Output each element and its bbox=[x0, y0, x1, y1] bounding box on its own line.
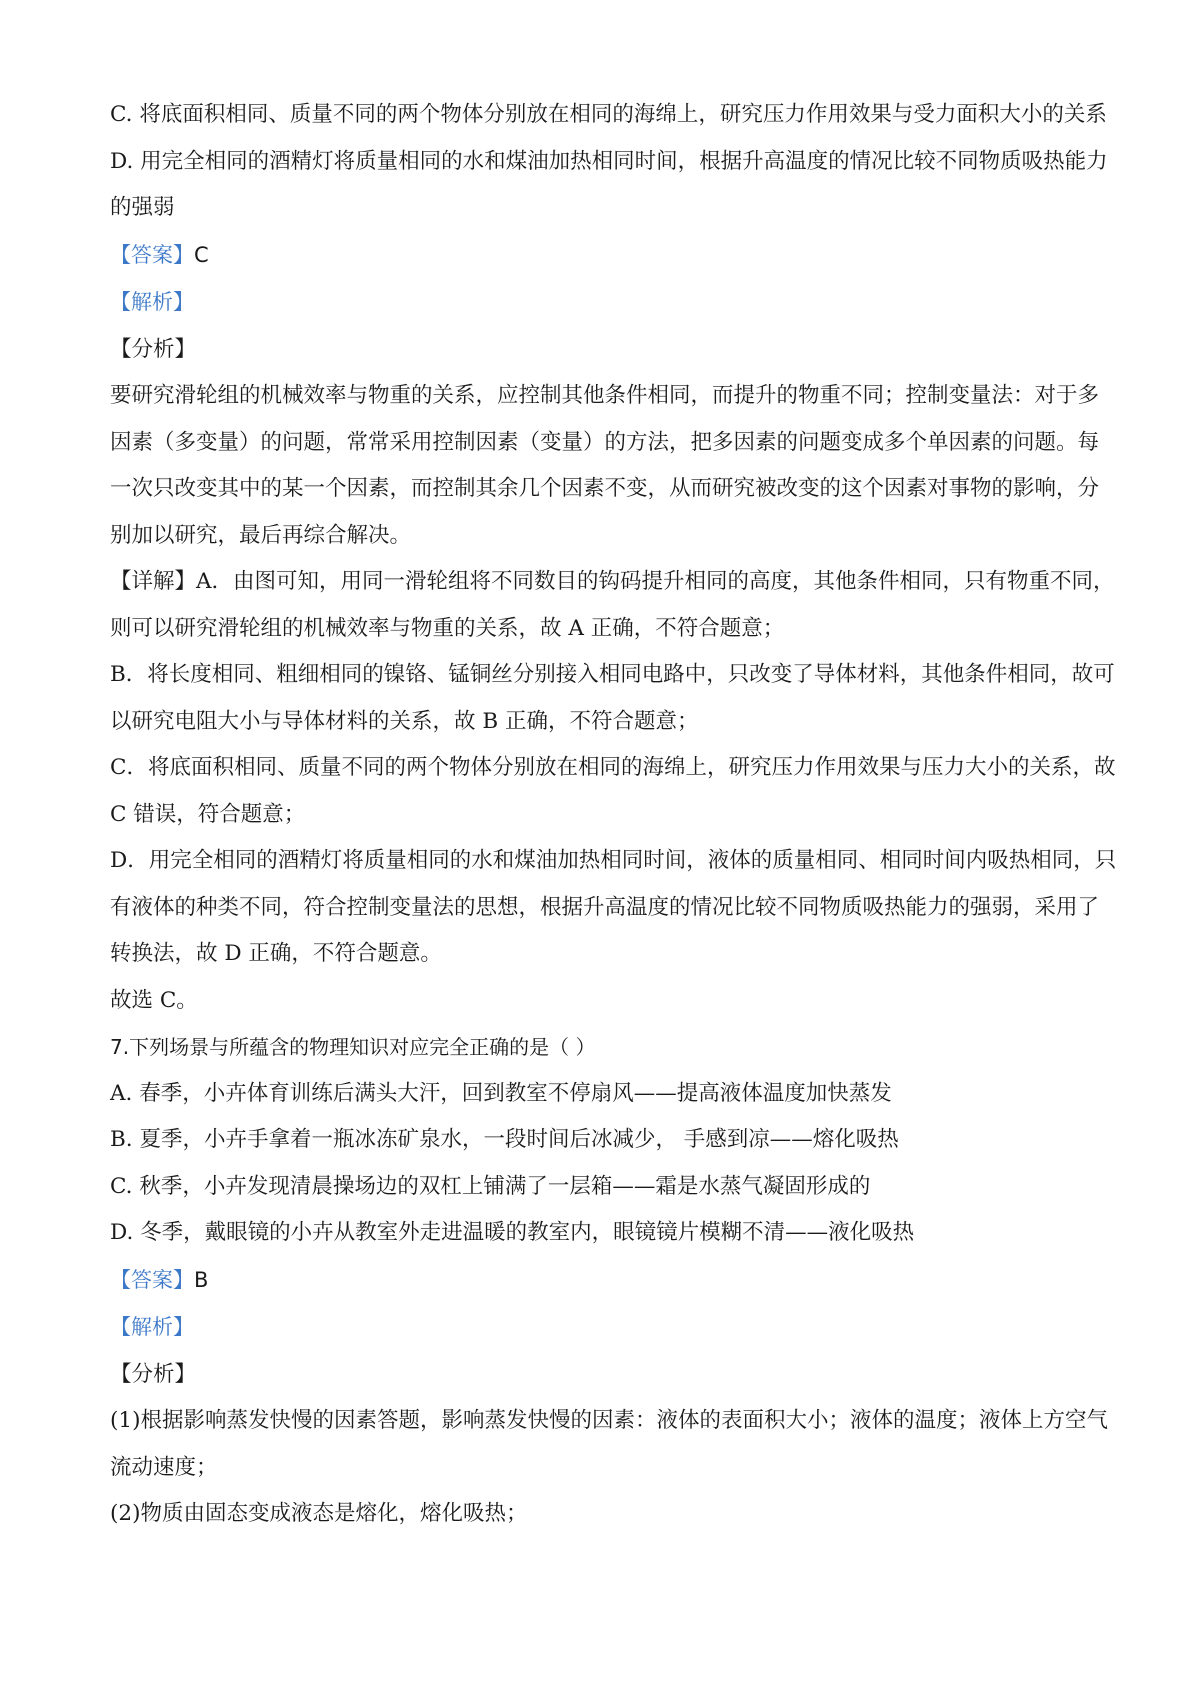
document-page bbox=[110, 92, 1117, 1538]
prev-detail-line: C 错误，符合题意； bbox=[110, 801, 306, 827]
question-7-option-a: A. 春季，小卉体育训练后满头大汗，回到教室不停扇风——提高液体温度加快蒸发 bbox=[110, 1080, 892, 1106]
prev-fenxi-line: 别加以研究，最后再综合解决。 bbox=[110, 522, 412, 548]
answer-tag: 【答案】 bbox=[110, 242, 194, 267]
prev-fenxi-line: 要研究滑轮组的机械效率与物重的关系，应控制其他条件相同，而提升的物重不同；控制变量法：对于多 bbox=[110, 383, 1100, 408]
answer-tag: 【答案】 bbox=[110, 1267, 194, 1292]
q7-fenxi-line: 流动速度； bbox=[110, 1454, 218, 1480]
prev-answer bbox=[110, 232, 1100, 280]
prev-detail-line: D．用完全相同的酒精灯将质量相同的水和煤油加热相同时间，液体的质量相同、相同时间内吸热相同，只 bbox=[110, 848, 1117, 873]
q7-fenxi-line: (1)根据影响蒸发快慢的因素答题，影响蒸发快慢的因素：液体的表面积大小；液体的温度；液体上方空气 bbox=[110, 1408, 1108, 1433]
prev-detail-line: B．将长度相同、粗细相同的镍铬、锰铜丝分别接入相同电路中，只改变了导体材料，其他条件相同，故可 bbox=[110, 662, 1115, 687]
q7-answer bbox=[110, 1257, 1100, 1305]
q7-fenxi-heading: 【分析】 bbox=[110, 1361, 197, 1387]
prev-fenxi-line: 因素（多变量）的问题，常常采用控制因素（变量）的方法，把多因素的问题变成多个单因素的问题。每 bbox=[110, 429, 1100, 455]
analysis-tag: 【解析】 bbox=[110, 1315, 194, 1339]
prev-fenxi-line: 一次只改变其中的某一个因素，而控制其余几个因素不变，从而研究被改变的这个因素对事物的影响，分 bbox=[110, 476, 1100, 501]
prev-fenxi-heading: 【分析】 bbox=[110, 336, 197, 362]
analysis-tag: 【解析】 bbox=[110, 290, 194, 314]
detail-text: A．由图可知，用同一滑轮组将不同数目的钩码提升相同的高度，其他条件相同，只有物重不同， bbox=[196, 569, 1115, 594]
question-7-option-b: B. 夏季，小卉手拿着一瓶冰冻矿泉水，一段时间后冰减少， 手感到凉——熔化吸热 bbox=[110, 1127, 899, 1152]
answer-value: B bbox=[194, 1267, 209, 1292]
prev-detail-line: 则可以研究滑轮组的机械效率与物重的关系，故 A 正确，不符合题意； bbox=[110, 615, 785, 641]
prev-detail-line bbox=[110, 559, 1115, 606]
prev-option-d-line-2: 的强弱 bbox=[110, 195, 175, 220]
detail-tag: 【详解】 bbox=[110, 569, 197, 594]
prev-detail-line: C．将底面积相同、质量不同的两个物体分别放在相同的海绵上，研究压力作用效果与压力大小的关系，故 bbox=[110, 755, 1116, 780]
q7-analysis bbox=[110, 1304, 1100, 1352]
question-7-option-c: C. 秋季，小卉发现清晨操场边的双杠上铺满了一层箱——霜是水蒸气凝固形成的 bbox=[110, 1173, 871, 1199]
answer-value: C bbox=[194, 242, 209, 267]
prev-analysis bbox=[110, 279, 1100, 327]
prev-conclusion: 故选 C。 bbox=[110, 987, 198, 1013]
prev-detail-line: 有液体的种类不同，符合控制变量法的思想，根据升高温度的情况比较不同物质吸热能力的强弱，采用了 bbox=[110, 894, 1100, 920]
prev-detail-line: 转换法，故 D 正确，不符合题意。 bbox=[110, 941, 442, 966]
prev-detail-line: 以研究电阻大小与导体材料的关系，故 B 正确，不符合题意； bbox=[110, 708, 699, 734]
question-7-stem: 7.下列场景与所蕴含的物理知识对应完全正确的是（ ） bbox=[110, 1035, 596, 1059]
question-7-option-d: D. 冬季，戴眼镜的小卉从教室外走进温暖的教室内，眼镜镜片模糊不清——液化吸热 bbox=[110, 1220, 915, 1245]
q7-fenxi-line: (2)物质由固态变成液态是熔化，熔化吸热； bbox=[110, 1501, 528, 1526]
prev-option-d-line-1: D. 用完全相同的酒精灯将质量相同的水和煤油加热相同时间，根据升高温度的情况比较不同物质吸热能力 bbox=[110, 148, 1108, 174]
prev-option-c: C. 将底面积相同、质量不同的两个物体分别放在相同的海绵上，研究压力作用效果与受力面积大小的关系 bbox=[110, 102, 1107, 127]
